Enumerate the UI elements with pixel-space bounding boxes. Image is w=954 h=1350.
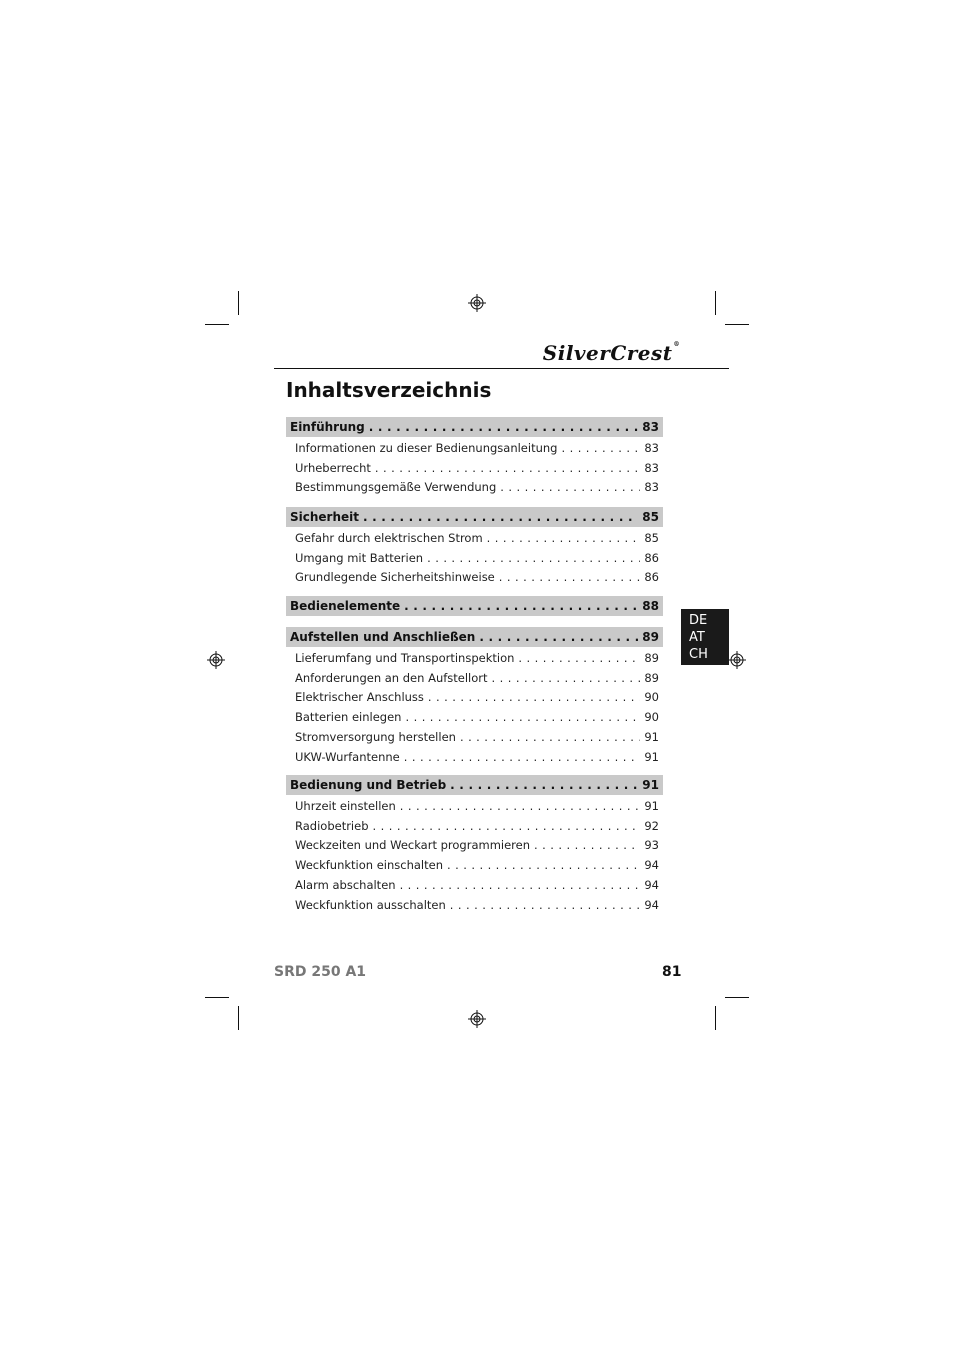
crop-mark (205, 324, 229, 325)
section-page: 85 (642, 510, 659, 524)
entry-page: 94 (644, 897, 659, 912)
entry-page: 91 (644, 749, 659, 764)
leader-dots (375, 461, 640, 475)
leader-dots (400, 878, 641, 892)
crop-mark (715, 1006, 716, 1030)
entry-title: Grundlegende Sicherheitshinweise (295, 570, 495, 585)
toc-section-heading[interactable] (286, 596, 663, 616)
leader-dots (428, 690, 640, 704)
leader-dots (561, 441, 640, 455)
leader-dots (479, 630, 638, 644)
leader-dots (518, 651, 640, 665)
toc-section-heading[interactable] (286, 627, 663, 647)
registration-mark-icon (468, 294, 486, 312)
entry-page: 91 (644, 730, 659, 745)
toc-section-heading[interactable] (286, 417, 663, 437)
toc-entry[interactable] (295, 707, 659, 727)
entry-page: 89 (644, 670, 659, 685)
toc-section-heading[interactable] (286, 775, 663, 795)
entry-title: Weckfunktion einschalten (295, 858, 444, 873)
leader-dots (450, 898, 641, 912)
entry-page: 91 (644, 798, 659, 813)
toc-section-heading[interactable] (286, 507, 663, 527)
entry-page: 83 (644, 460, 659, 475)
entry-page: 85 (644, 530, 659, 545)
entry-title: Weckzeiten und Weckart programmieren (295, 838, 531, 853)
leader-dots (404, 599, 638, 613)
section-page: 88 (642, 599, 659, 613)
table-of-contents (286, 775, 663, 915)
entry-title: Radiobetrieb (295, 818, 369, 833)
entry-page: 83 (644, 480, 659, 495)
footer-page-number: 81 (662, 964, 682, 980)
leader-dots (404, 750, 641, 764)
entry-page: 89 (644, 650, 659, 665)
registration-mark-icon (207, 651, 225, 669)
entry-page: 83 (644, 440, 659, 455)
entry-title: Urheberrecht (295, 460, 371, 475)
section-page: 89 (642, 630, 659, 644)
leader-dots (400, 799, 641, 813)
entry-page: 93 (644, 838, 659, 853)
entry-title: Uhrzeit einstellen (295, 798, 396, 813)
toc-entry[interactable] (295, 855, 659, 875)
toc-section-items (286, 527, 663, 587)
crop-mark (205, 997, 229, 998)
leader-dots (450, 778, 638, 792)
section-title: Bedienung und Betrieb (290, 778, 447, 792)
toc-entry[interactable] (295, 836, 659, 856)
section-title: Aufstellen und Anschließen (290, 630, 476, 644)
toc-entry[interactable] (295, 688, 659, 708)
table-of-contents (286, 507, 663, 587)
registration-mark-icon (468, 1010, 486, 1028)
language-code: DE (689, 613, 708, 628)
language-code: CH (689, 647, 708, 662)
entry-title: Lieferumfang und Transportinspektion (295, 650, 515, 665)
toc-entry[interactable] (295, 727, 659, 747)
crop-mark (715, 291, 716, 315)
entry-page: 86 (644, 570, 659, 585)
leader-dots (447, 858, 640, 872)
toc-entry[interactable] (295, 875, 659, 895)
entry-title: Alarm abschalten (295, 878, 396, 893)
toc-entry[interactable] (295, 478, 659, 498)
leader-dots (487, 531, 641, 545)
leader-dots (534, 838, 640, 852)
toc-entry[interactable] (295, 747, 659, 767)
header-rule (274, 368, 729, 369)
leader-dots (499, 570, 641, 584)
leader-dots (363, 510, 638, 524)
entry-title: Bestimmungsgemäße Verwendung (295, 480, 497, 495)
toc-section-items (286, 437, 663, 497)
entry-title: Anforderungen an den Aufstellort (295, 670, 488, 685)
crop-mark (238, 291, 239, 315)
entry-page: 92 (644, 818, 659, 833)
entry-page: 90 (644, 710, 659, 725)
registered-mark: ® (673, 341, 680, 348)
entry-page: 86 (644, 550, 659, 565)
brand-logo (543, 341, 680, 365)
table-of-contents (286, 417, 663, 497)
toc-entry[interactable] (295, 648, 659, 668)
leader-dots (427, 551, 640, 565)
entry-page: 94 (644, 858, 659, 873)
section-title: Sicherheit (290, 510, 359, 524)
language-code: AT (689, 630, 705, 645)
entry-page: 90 (644, 690, 659, 705)
crop-mark (725, 324, 749, 325)
entry-title: Batterien einlegen (295, 710, 402, 725)
toc-entry[interactable] (295, 548, 659, 568)
crop-mark (238, 1006, 239, 1030)
crop-mark (725, 997, 749, 998)
leader-dots (500, 480, 640, 494)
entry-title: Weckfunktion ausschalten (295, 897, 446, 912)
entry-title: UKW-Wurfantenne (295, 749, 400, 764)
table-of-contents (286, 627, 663, 767)
leader-dots (373, 819, 641, 833)
toc-entry[interactable] (295, 895, 659, 915)
leader-dots (405, 710, 640, 724)
toc-entry[interactable] (295, 816, 659, 836)
toc-entry[interactable] (295, 668, 659, 688)
leader-dots (369, 420, 639, 434)
language-tab (681, 609, 729, 665)
entry-title: Informationen zu dieser Bedienungsanleitung (295, 440, 558, 455)
toc-section-items (286, 795, 663, 915)
section-page: 83 (642, 420, 659, 434)
section-page: 91 (642, 778, 659, 792)
entry-page: 94 (644, 878, 659, 893)
leader-dots (460, 730, 640, 744)
registration-mark-icon (728, 651, 746, 669)
brand-name: SilverCrest (542, 341, 673, 365)
section-title: Einführung (290, 420, 365, 434)
toc-entry[interactable] (295, 796, 659, 816)
entry-title: Gefahr durch elektrischen Strom (295, 530, 483, 545)
toc-entry[interactable] (295, 458, 659, 478)
page-title: Inhaltsverzeichnis (286, 378, 492, 402)
leader-dots (492, 671, 641, 685)
toc-entry[interactable] (295, 568, 659, 588)
toc-section-items (286, 647, 663, 767)
section-title: Bedienelemente (290, 599, 401, 613)
table-of-contents (286, 596, 663, 616)
entry-title: Umgang mit Batterien (295, 550, 424, 565)
footer-model-number: SRD 250 A1 (274, 964, 367, 980)
entry-title: Elektrischer Anschluss (295, 690, 424, 705)
toc-entry[interactable] (295, 528, 659, 548)
toc-entry[interactable] (295, 438, 659, 458)
entry-title: Stromversorgung herstellen (295, 730, 456, 745)
